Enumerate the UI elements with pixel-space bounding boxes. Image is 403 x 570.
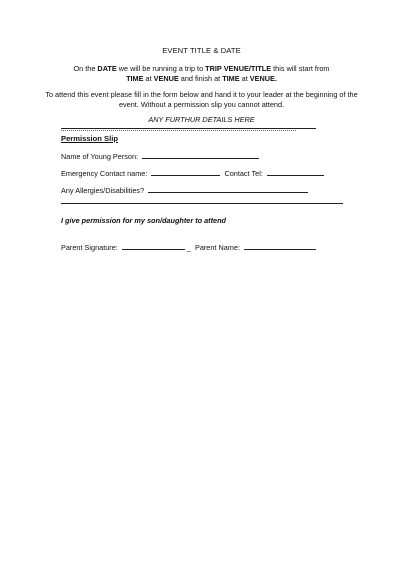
further-details: ANY FURTHUR DETAILS HERE — [148, 115, 255, 124]
intro-date: DATE — [97, 64, 117, 73]
event-title: EVENT TITLE & DATE — [162, 46, 241, 55]
allergies-field — [61, 185, 308, 195]
intro-text: and finish at — [178, 74, 223, 83]
emergency-field — [61, 168, 324, 178]
contact-tel-label: Contact Tel: — [224, 169, 263, 178]
intro-trip: TRIP VENUE/TITLE — [205, 64, 272, 73]
signature-field — [61, 242, 316, 252]
separator-dotted — [61, 130, 296, 131]
intro-text: On the — [73, 64, 98, 73]
young-person-line[interactable] — [142, 151, 259, 159]
young-person-label: Name of Young Person: — [61, 152, 139, 161]
intro-time-start: TIME — [126, 74, 144, 83]
parent-signature-label: Parent Signature: — [61, 243, 118, 252]
intro-text: at — [143, 74, 154, 83]
separator-line — [61, 203, 343, 204]
allergies-label: Any Allergies/Disabilities? — [61, 186, 145, 195]
give-permission-text: I give permission for my son/daughter to attend — [61, 216, 227, 225]
intro-text: this will start from — [271, 64, 330, 73]
emergency-line[interactable] — [151, 168, 220, 176]
intro-text: at — [239, 74, 250, 83]
parent-name-line[interactable] — [244, 242, 316, 250]
intro-paragraph — [40, 64, 363, 84]
allergies-line[interactable] — [148, 185, 308, 193]
contact-tel-line[interactable] — [267, 168, 324, 176]
intro-venue-start: VENUE — [153, 74, 179, 83]
parent-name-label: Parent Name: — [194, 243, 240, 252]
young-person-field — [61, 151, 259, 161]
separator-line — [61, 128, 316, 129]
signature-separator: _ — [186, 243, 191, 252]
emergency-label: Emergency Contact name: — [61, 169, 148, 178]
parent-signature-line[interactable] — [122, 242, 185, 250]
intro-text: we will be running a trip to — [116, 64, 206, 73]
permission-slip-title: Permission Slip — [61, 134, 118, 143]
intro-time-end: TIME — [222, 74, 240, 83]
attend-paragraph: To attend this event please fill in the form below and hand it to your leader at the beginning of the event. Without a permission slip you cannot attend. — [45, 90, 358, 109]
intro-venue-end: VENUE. — [249, 74, 277, 83]
